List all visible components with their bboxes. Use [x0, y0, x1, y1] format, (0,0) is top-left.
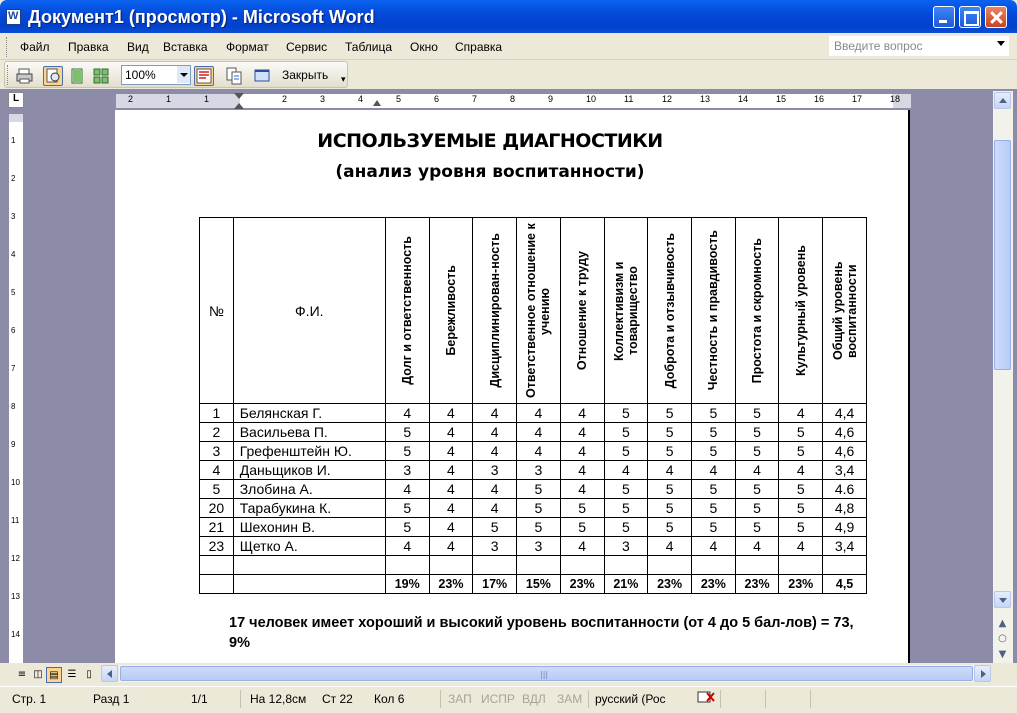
row-score: 4 [648, 537, 692, 556]
total-value: 17% [473, 575, 517, 594]
status-divider [240, 690, 241, 708]
status-overtype[interactable]: ЗАМ [557, 692, 583, 706]
status-language[interactable]: русский (Рос [595, 692, 666, 706]
table-row [200, 461, 867, 480]
status-divider [720, 690, 721, 708]
vertical-ruler-scale [9, 114, 23, 663]
row-score: 5 [560, 499, 604, 518]
header-work-attitude [560, 218, 604, 404]
empty-cell [429, 556, 473, 575]
row-name: Даньщиков И. [233, 461, 385, 480]
row-score: 4 [473, 499, 517, 518]
table-row [200, 518, 867, 537]
ruler-tick-label: 8 [510, 94, 516, 104]
scroll-right-button[interactable] [974, 665, 991, 682]
table-header-row [200, 218, 867, 404]
status-line: Ст 22 [322, 692, 353, 706]
empty-cell [385, 556, 429, 575]
row-score: 5 [648, 404, 692, 423]
table-row [200, 537, 867, 556]
row-score: 5 [779, 442, 823, 461]
row-score: 5 [735, 518, 779, 537]
empty-cell [517, 556, 561, 575]
header-culture-label: Культурный уровень [793, 245, 808, 376]
row-score: 4 [429, 537, 473, 556]
first-line-indent-marker-icon[interactable] [234, 93, 244, 99]
ruler-tick-label: 16 [814, 94, 825, 104]
row-score: 4 [735, 537, 779, 556]
help-dropdown-arrow-icon[interactable] [997, 41, 1005, 46]
row-score: 4 [691, 461, 735, 480]
row-score: 4.6 [823, 480, 867, 499]
row-score: 3 [604, 537, 648, 556]
outline-view-icon[interactable]: ☰ [67, 669, 77, 680]
total-value: 23% [779, 575, 823, 594]
row-score: 4 [429, 423, 473, 442]
row-score: 5 [560, 518, 604, 537]
row-num: 3 [200, 442, 234, 461]
row-score: 5 [735, 499, 779, 518]
status-divider [810, 690, 811, 708]
document-heading: ИСПОЛЬЗУЕМЫЕ ДИАГНОСТИКИ [317, 130, 663, 152]
empty-cell [735, 556, 779, 575]
header-study-attitude-label: Ответственное отношение к учению [524, 223, 553, 398]
row-score: 4,4 [823, 404, 867, 423]
total-value: 23% [560, 575, 604, 594]
row-score: 4 [517, 404, 561, 423]
vertical-ruler-tick-label: 4 [11, 250, 16, 259]
ruler-tick-label: 3 [320, 94, 326, 104]
table-row [200, 499, 867, 518]
row-score: 5 [385, 423, 429, 442]
status-page: Стр. 1 [12, 692, 47, 706]
ruler-tick-label: 9 [548, 94, 554, 104]
header-culture [779, 218, 823, 404]
row-score: 5 [648, 518, 692, 537]
row-score: 4,9 [823, 518, 867, 537]
ruler-tick-label: 13 [700, 94, 711, 104]
maximize-button[interactable] [959, 6, 981, 28]
header-work-attitude-label: Отношение к труду [575, 250, 590, 371]
menu-file[interactable]: Файл [20, 40, 50, 54]
row-score: 4,6 [823, 423, 867, 442]
header-thrift [429, 218, 473, 404]
vertical-ruler-tick-label: 5 [11, 288, 16, 297]
total-name-cell [233, 575, 385, 594]
header-num: № [200, 218, 234, 404]
row-score: 5 [648, 442, 692, 461]
total-value: 21% [604, 575, 648, 594]
header-discipline [473, 218, 517, 404]
vertical-ruler-tick-label: 14 [11, 630, 20, 639]
row-name: Злобина А. [233, 480, 385, 499]
row-score: 4 [385, 404, 429, 423]
window-title: Документ1 (просмотр) - Microsoft Word [28, 7, 375, 27]
ruler-tick-label: 10 [586, 94, 597, 104]
empty-cell [648, 556, 692, 575]
close-button[interactable] [985, 6, 1007, 28]
row-num: 23 [200, 537, 234, 556]
row-score: 3 [473, 537, 517, 556]
row-score: 5 [604, 480, 648, 499]
shrink-to-fit-icon[interactable] [224, 66, 244, 86]
spelling-status-icon[interactable] [697, 690, 713, 704]
status-column: Кол 6 [374, 692, 405, 706]
row-score: 5 [735, 480, 779, 499]
empty-cell [779, 556, 823, 575]
reading-layout-view-icon[interactable]: ▯ [86, 669, 92, 680]
header-study-attitude [517, 218, 561, 404]
row-score: 4 [473, 423, 517, 442]
row-name: Тарабукина К. [233, 499, 385, 518]
vertical-ruler-tick-label: 8 [11, 402, 16, 411]
menu-edit[interactable]: Правка [68, 40, 109, 54]
normal-view-icon[interactable]: ≡ [17, 669, 27, 680]
row-score: 4 [779, 404, 823, 423]
row-score: 4 [429, 404, 473, 423]
row-name: Васильева П. [233, 423, 385, 442]
ruler-tick-label: 15 [776, 94, 787, 104]
row-score: 5 [604, 442, 648, 461]
ruler-tick-label: 4 [358, 94, 364, 104]
vertical-ruler-tick-label: 3 [11, 212, 16, 221]
row-score: 4 [779, 461, 823, 480]
right-indent-marker-icon[interactable] [373, 100, 381, 106]
ruler-tick-label: 18 [890, 94, 901, 104]
row-score: 4 [429, 442, 473, 461]
row-name: Шехонин В. [233, 518, 385, 537]
word-app-icon[interactable]: W [6, 9, 21, 25]
row-score: 5 [604, 404, 648, 423]
row-score: 4 [560, 404, 604, 423]
row-score: 5 [517, 499, 561, 518]
ruler-tick-label: 12 [662, 94, 673, 104]
vertical-ruler-tick-label: 6 [11, 326, 16, 335]
empty-cell [823, 556, 867, 575]
vertical-ruler-tick-label: 10 [11, 478, 20, 487]
next-page-icon[interactable]: ▼ [998, 649, 1007, 660]
row-score: 5 [385, 442, 429, 461]
row-score: 4 [429, 480, 473, 499]
row-score: 3,4 [823, 537, 867, 556]
row-score: 4 [604, 461, 648, 480]
print-preview-toolbar [4, 61, 348, 88]
row-score: 5 [473, 518, 517, 537]
row-score: 4 [473, 404, 517, 423]
total-num-cell [200, 575, 234, 594]
scroll-thumb-grip-icon: ||| [540, 670, 549, 679]
table-body [200, 404, 867, 594]
scroll-up-button[interactable] [994, 92, 1011, 109]
ruler-tick-label: 17 [852, 94, 863, 104]
row-score: 5 [691, 423, 735, 442]
row-score: 5 [691, 480, 735, 499]
ruler-tick-label: 11 [624, 94, 634, 104]
table-row [200, 404, 867, 423]
vertical-ruler-tick-label: 12 [11, 554, 20, 563]
total-value: 15% [517, 575, 561, 594]
total-value: 23% [691, 575, 735, 594]
table-row [200, 480, 867, 499]
total-value: 23% [429, 575, 473, 594]
ruler-tick-label: 7 [472, 94, 478, 104]
status-divider [440, 690, 441, 708]
row-score: 5 [385, 518, 429, 537]
menu-tools[interactable]: Сервис [286, 40, 328, 54]
row-num: 21 [200, 518, 234, 537]
row-score: 5 [779, 518, 823, 537]
status-divider [765, 690, 766, 708]
menu-view[interactable]: Вид [127, 40, 149, 54]
ruler-tick-label: 1 [166, 94, 172, 104]
row-score: 5 [691, 499, 735, 518]
empty-cell [200, 556, 234, 575]
header-duty [385, 218, 429, 404]
row-name: Щетко А. [233, 537, 385, 556]
row-score: 4 [517, 442, 561, 461]
tab-selector-button[interactable]: L [8, 92, 24, 108]
row-num: 2 [200, 423, 234, 442]
previous-page-icon[interactable]: ▲ [998, 618, 1007, 629]
minimize-button[interactable] [933, 6, 955, 28]
status-position: На 12,8см [250, 692, 307, 706]
row-score: 5 [691, 442, 735, 461]
menu-grip[interactable] [6, 37, 9, 57]
status-record-macro[interactable]: ЗАП [448, 692, 472, 706]
vertical-ruler-tick-label: 11 [11, 516, 20, 525]
vertical-ruler-tick-label: 9 [11, 440, 16, 449]
row-score: 4 [779, 537, 823, 556]
row-score: 4 [735, 461, 779, 480]
header-duty-label: Долг и ответственность [400, 236, 415, 385]
empty-cell [560, 556, 604, 575]
ruler-tick-label: 5 [396, 94, 402, 104]
empty-cell [473, 556, 517, 575]
vertical-ruler-tick-label: 7 [11, 364, 16, 373]
row-score: 5 [691, 518, 735, 537]
help-question-input[interactable]: Введите вопрос [829, 36, 1009, 56]
web-layout-view-icon[interactable]: ◫ [33, 669, 43, 680]
row-num: 4 [200, 461, 234, 480]
total-value: 4,5 [823, 575, 867, 594]
table-row [200, 442, 867, 461]
row-score: 4 [560, 537, 604, 556]
vertical-ruler-tick-label: 13 [11, 592, 20, 601]
header-honesty [691, 218, 735, 404]
toolbar-grip[interactable] [7, 65, 10, 85]
one-page-icon[interactable] [67, 66, 87, 86]
row-score: 5 [517, 480, 561, 499]
menu-format[interactable]: Формат [226, 40, 269, 54]
zoom-dropdown-icon[interactable] [177, 66, 190, 83]
table-row [200, 423, 867, 442]
row-score: 5 [691, 404, 735, 423]
row-score: 5 [648, 480, 692, 499]
row-score: 4 [429, 499, 473, 518]
row-score: 5 [604, 499, 648, 518]
row-name: Грефенштейн Ю. [233, 442, 385, 461]
row-score: 5 [604, 518, 648, 537]
total-value: 23% [735, 575, 779, 594]
header-overall-label: Общий уровень воспитанности [830, 261, 859, 360]
vertical-scroll-thumb[interactable] [994, 140, 1011, 370]
menu-table[interactable]: Таблица [345, 40, 393, 54]
menu-help[interactable]: Справка [455, 40, 503, 54]
row-name: Белянская Г. [233, 404, 385, 423]
row-score: 4 [560, 480, 604, 499]
vertical-ruler-tick-label: 2 [11, 174, 16, 183]
row-score: 4 [560, 423, 604, 442]
row-score: 4 [429, 518, 473, 537]
header-kindness [648, 218, 692, 404]
empty-cell [604, 556, 648, 575]
row-score: 4 [691, 537, 735, 556]
row-score: 3 [517, 537, 561, 556]
row-num: 5 [200, 480, 234, 499]
vertical-ruler-tick-label: 1 [11, 136, 16, 145]
table-total-row [200, 575, 867, 594]
row-score: 5 [604, 423, 648, 442]
header-collectivism [604, 218, 648, 404]
row-score: 4,8 [823, 499, 867, 518]
header-collectivism-label: Коллективизм и товарищество [611, 260, 640, 361]
ruler-tick-label: 14 [738, 94, 749, 104]
row-num: 1 [200, 404, 234, 423]
header-honesty-label: Честность и правдивость [706, 230, 721, 391]
row-score: 3 [385, 461, 429, 480]
header-modesty [735, 218, 779, 404]
row-score: 5 [735, 442, 779, 461]
header-thrift-label: Бережливость [443, 265, 458, 356]
view-ruler-icon[interactable] [194, 66, 214, 86]
scroll-down-button[interactable] [994, 591, 1011, 608]
ruler-tick-label: 2 [282, 94, 288, 104]
scroll-left-button[interactable] [101, 665, 118, 682]
ruler-tick-label: 6 [434, 94, 440, 104]
close-preview-button[interactable]: Закрыть [282, 68, 329, 82]
full-screen-icon[interactable] [252, 66, 272, 86]
magnifier-icon[interactable] [43, 66, 63, 86]
total-value: 19% [385, 575, 429, 594]
print-icon[interactable] [15, 66, 35, 86]
row-score: 5 [517, 518, 561, 537]
status-extend-selection[interactable]: ВДЛ [522, 692, 546, 706]
menu-window[interactable]: Окно [410, 40, 438, 54]
row-score: 5 [779, 423, 823, 442]
row-score: 4 [560, 461, 604, 480]
row-score: 4 [648, 461, 692, 480]
menu-insert[interactable]: Вставка [163, 40, 208, 54]
row-score: 3 [473, 461, 517, 480]
row-score: 3,4 [823, 461, 867, 480]
row-score: 4 [429, 461, 473, 480]
toolbar-options-chevron-icon[interactable]: ▾ [341, 75, 346, 85]
row-score: 4 [560, 442, 604, 461]
row-score: 5 [779, 480, 823, 499]
print-layout-view-icon[interactable]: ▤ [46, 667, 62, 683]
row-score: 4 [473, 442, 517, 461]
header-overall [823, 218, 867, 404]
hanging-indent-marker-icon[interactable] [234, 103, 244, 109]
header-fio: Ф.И. [233, 218, 385, 404]
total-value: 23% [648, 575, 692, 594]
status-divider [588, 690, 589, 708]
multiple-pages-icon[interactable] [91, 66, 111, 86]
ruler-tick-label: 1 [204, 94, 210, 104]
status-track-changes[interactable]: ИСПР [481, 692, 515, 706]
row-score: 4 [473, 480, 517, 499]
row-score: 4 [385, 537, 429, 556]
row-score: 5 [648, 499, 692, 518]
row-score: 4,6 [823, 442, 867, 461]
row-score: 5 [648, 423, 692, 442]
header-discipline-label: Дисциплинирован-ность [487, 233, 502, 388]
row-num: 20 [200, 499, 234, 518]
summary-paragraph: 17 человек имеет хороший и высокий уровень воспитанности (от 4 до 5 бал-лов) = 73, 9% [229, 615, 854, 651]
row-score: 3 [517, 461, 561, 480]
table-row-empty [200, 556, 867, 575]
empty-cell [691, 556, 735, 575]
row-score: 5 [385, 499, 429, 518]
status-section: Разд 1 [93, 692, 130, 706]
zoom-select[interactable]: 100% [121, 65, 191, 85]
empty-cell [233, 556, 385, 575]
select-browse-object-icon[interactable]: ○ [998, 633, 1007, 644]
row-score: 4 [385, 480, 429, 499]
document-subheading: (анализ уровня воспитанности) [335, 162, 645, 182]
status-page-count: 1/1 [191, 692, 208, 706]
header-kindness-label: Доброта и отзывчивость [662, 232, 677, 389]
row-score: 5 [735, 423, 779, 442]
upbringing-table [199, 217, 867, 594]
ruler-tick-label: 2 [128, 94, 134, 104]
row-score: 4 [517, 423, 561, 442]
row-score: 5 [735, 404, 779, 423]
row-score: 5 [779, 499, 823, 518]
header-modesty-label: Простота и скромность [750, 237, 765, 384]
